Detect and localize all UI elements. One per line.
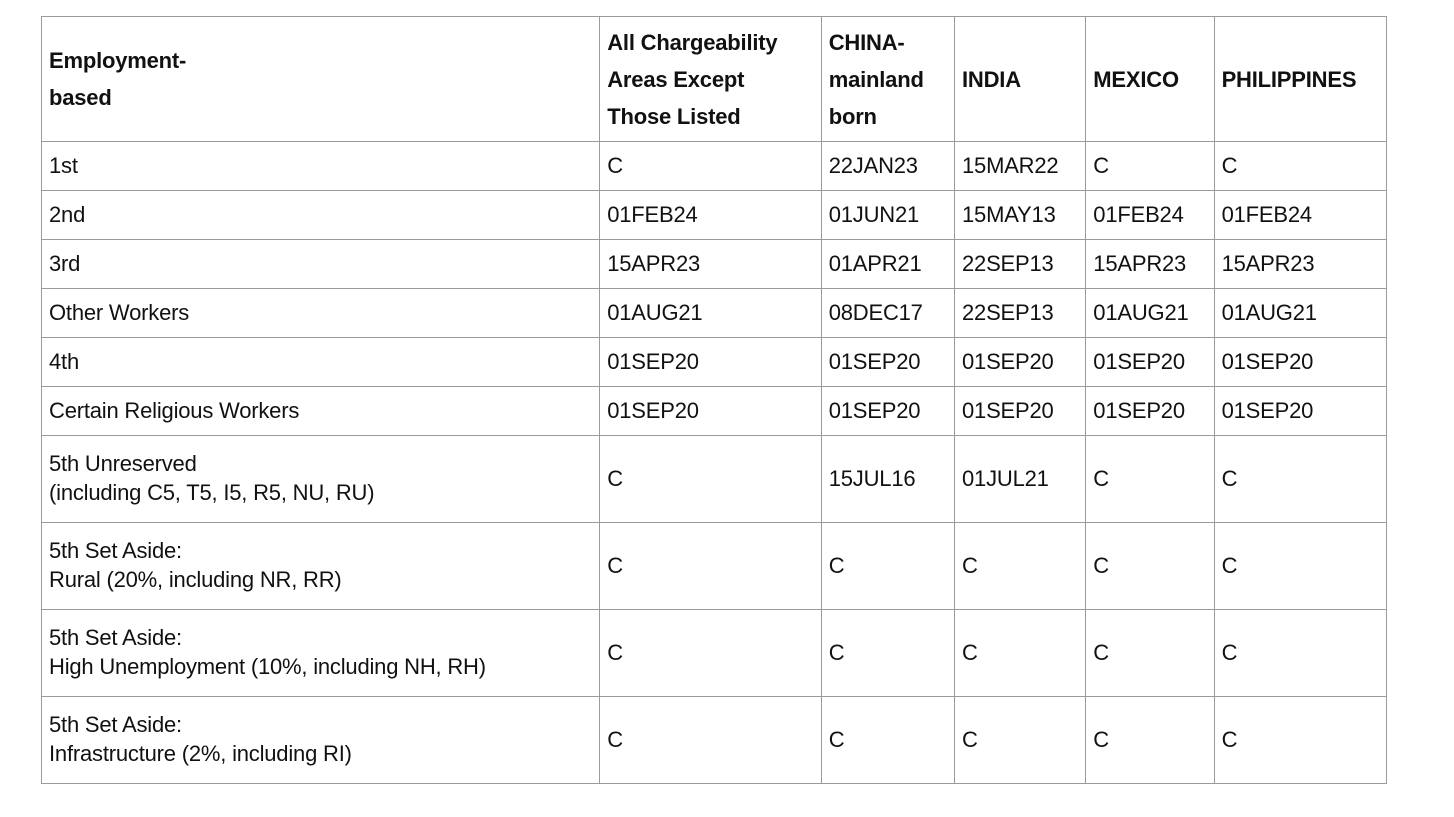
table-row xyxy=(42,240,1387,289)
date-cell: 01SEP20 xyxy=(1086,338,1214,387)
table-row xyxy=(42,387,1387,436)
visa-bulletin-table xyxy=(41,16,1387,784)
table-header xyxy=(42,17,1387,142)
date-cell: C xyxy=(1214,523,1386,610)
date-cell: 15APR23 xyxy=(600,240,821,289)
date-cell: 01SEP20 xyxy=(821,338,954,387)
header-employment-based: Employment- based xyxy=(42,17,600,142)
header-all-chargeability: All Chargeability Areas Except Those Listed xyxy=(600,17,821,142)
date-cell: 01SEP20 xyxy=(1214,338,1386,387)
date-cell: C xyxy=(955,610,1086,697)
date-cell: 01JUL21 xyxy=(955,436,1086,523)
table-row xyxy=(42,436,1387,523)
table-row xyxy=(42,191,1387,240)
row-category-cell: 4th xyxy=(42,338,600,387)
header-china: CHINA- mainland born xyxy=(821,17,954,142)
date-cell: C xyxy=(821,523,954,610)
date-cell: C xyxy=(821,697,954,784)
date-cell: C xyxy=(600,523,821,610)
date-cell: 01APR21 xyxy=(821,240,954,289)
date-cell: 22JAN23 xyxy=(821,142,954,191)
table-row xyxy=(42,610,1387,697)
header-india: INDIA xyxy=(955,17,1086,142)
date-cell: 01FEB24 xyxy=(1214,191,1386,240)
date-cell: C xyxy=(1086,697,1214,784)
date-cell: 15APR23 xyxy=(1086,240,1214,289)
header-philippines: PHILIPPINES xyxy=(1214,17,1386,142)
date-cell: 08DEC17 xyxy=(821,289,954,338)
row-category-cell: 3rd xyxy=(42,240,600,289)
date-cell: C xyxy=(1214,610,1386,697)
date-cell: 01SEP20 xyxy=(1086,387,1214,436)
table-row xyxy=(42,142,1387,191)
row-category-cell: 1st xyxy=(42,142,600,191)
table-row xyxy=(42,338,1387,387)
row-category-cell: Certain Religious Workers xyxy=(42,387,600,436)
row-category-cell: 5th Set Aside: Rural (20%, including NR, RR) xyxy=(42,523,600,610)
date-cell: C xyxy=(1086,610,1214,697)
table-row xyxy=(42,523,1387,610)
row-category-cell: 2nd xyxy=(42,191,600,240)
date-cell: C xyxy=(600,142,821,191)
row-category-cell: 5th Unreserved (including C5, T5, I5, R5, NU, RU) xyxy=(42,436,600,523)
date-cell: 15JUL16 xyxy=(821,436,954,523)
date-cell: 01SEP20 xyxy=(955,338,1086,387)
date-cell: 01AUG21 xyxy=(1214,289,1386,338)
date-cell: 15MAY13 xyxy=(955,191,1086,240)
date-cell: 22SEP13 xyxy=(955,240,1086,289)
date-cell: C xyxy=(600,610,821,697)
date-cell: 01SEP20 xyxy=(955,387,1086,436)
header-row xyxy=(42,17,1387,142)
date-cell: C xyxy=(1086,436,1214,523)
date-cell: C xyxy=(955,697,1086,784)
row-category-cell: 5th Set Aside: Infrastructure (2%, including RI) xyxy=(42,697,600,784)
date-cell: 01AUG21 xyxy=(600,289,821,338)
date-cell: C xyxy=(1086,523,1214,610)
date-cell: C xyxy=(600,436,821,523)
date-cell: C xyxy=(955,523,1086,610)
table-row xyxy=(42,697,1387,784)
date-cell: 22SEP13 xyxy=(955,289,1086,338)
date-cell: C xyxy=(1214,436,1386,523)
table-body xyxy=(42,142,1387,784)
date-cell: 15APR23 xyxy=(1214,240,1386,289)
date-cell: 15MAR22 xyxy=(955,142,1086,191)
header-mexico: MEXICO xyxy=(1086,17,1214,142)
date-cell: 01SEP20 xyxy=(1214,387,1386,436)
date-cell: C xyxy=(1214,142,1386,191)
row-category-cell: 5th Set Aside: High Unemployment (10%, including NH, RH) xyxy=(42,610,600,697)
date-cell: 01JUN21 xyxy=(821,191,954,240)
date-cell: C xyxy=(821,610,954,697)
date-cell: C xyxy=(1214,697,1386,784)
date-cell: C xyxy=(600,697,821,784)
date-cell: 01FEB24 xyxy=(600,191,821,240)
date-cell: C xyxy=(1086,142,1214,191)
date-cell: 01SEP20 xyxy=(821,387,954,436)
table-row xyxy=(42,289,1387,338)
date-cell: 01SEP20 xyxy=(600,338,821,387)
date-cell: 01FEB24 xyxy=(1086,191,1214,240)
row-category-cell: Other Workers xyxy=(42,289,600,338)
date-cell: 01AUG21 xyxy=(1086,289,1214,338)
date-cell: 01SEP20 xyxy=(600,387,821,436)
